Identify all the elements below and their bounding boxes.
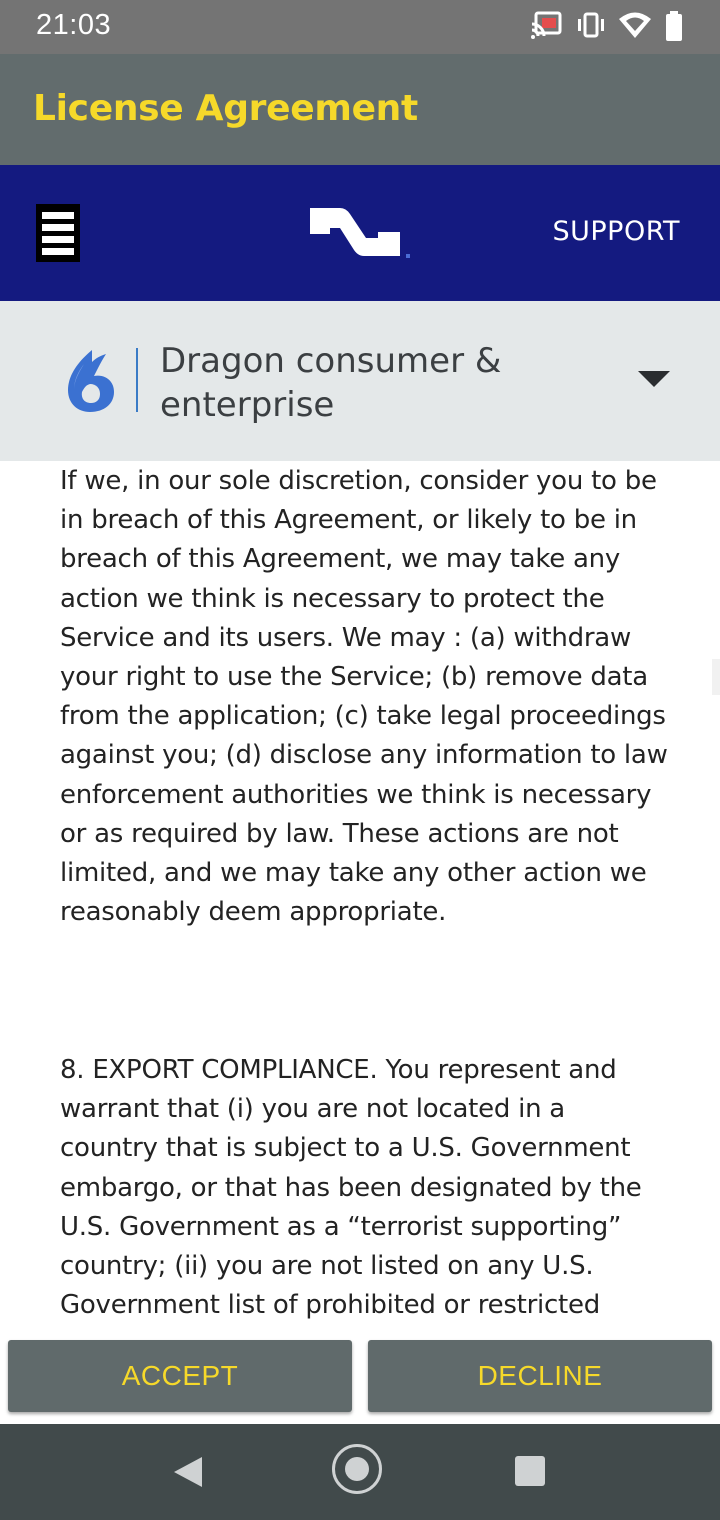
- license-paragraph: 8. EXPORT COMPLIANCE. You represent and warrant that (i) you are not located in a country that is subject to a U.S. Government embargo, or that has been designated by the U.S. Government as a “terrorist supporting” country; (ii) you are not listed on any U.S. Government list of prohibited or restricted: [60, 1055, 642, 1321]
- caret-down-icon[interactable]: [638, 371, 670, 387]
- nuance-logo[interactable]: [306, 202, 416, 264]
- accept-button[interactable]: ACCEPT: [8, 1340, 352, 1412]
- cast-icon: [530, 10, 562, 40]
- scrollbar-thumb[interactable]: [712, 659, 720, 695]
- recents-square-icon[interactable]: [515, 1456, 545, 1486]
- status-time: 21:03: [36, 9, 112, 41]
- support-link[interactable]: SUPPORT: [552, 216, 680, 247]
- status-bar: [0, 0, 720, 54]
- action-bar: [0, 1328, 720, 1424]
- dragon-flame-logo: [62, 348, 118, 414]
- license-text-scroll-area[interactable]: [0, 461, 720, 1328]
- product-name: Dragon consumer & enterprise: [160, 341, 502, 425]
- hamburger-menu-icon[interactable]: [36, 204, 80, 262]
- product-selector[interactable]: [0, 301, 720, 461]
- vibrate-icon: [576, 10, 606, 40]
- status-icons: [530, 10, 690, 44]
- home-circle-icon[interactable]: [332, 1444, 382, 1494]
- product-divider: [136, 348, 138, 412]
- decline-button[interactable]: DECLINE: [368, 1340, 712, 1412]
- license-paragraph: If we, in our sole discretion, consider you to be in breach of this Agreement, or likely to be in breach of this Agreement, we may take any action we think is necessary to protect the Service and its users. We may : (a) withdraw your right to use the Service; (b) remove data from the application; (c) take legal proceedings against you; (d) disclose any information to law enforcement authorities we think is necessary or as required by law. These actions are not limited, and we may take any other action we reasonably deem appropriate.: [60, 466, 668, 928]
- title-bar: [0, 54, 720, 165]
- page-title: License Agreement: [33, 88, 418, 129]
- battery-icon: [664, 10, 684, 42]
- system-navigation-bar: [0, 1424, 720, 1520]
- wifi-icon: [618, 10, 652, 40]
- back-triangle-icon[interactable]: [172, 1455, 204, 1489]
